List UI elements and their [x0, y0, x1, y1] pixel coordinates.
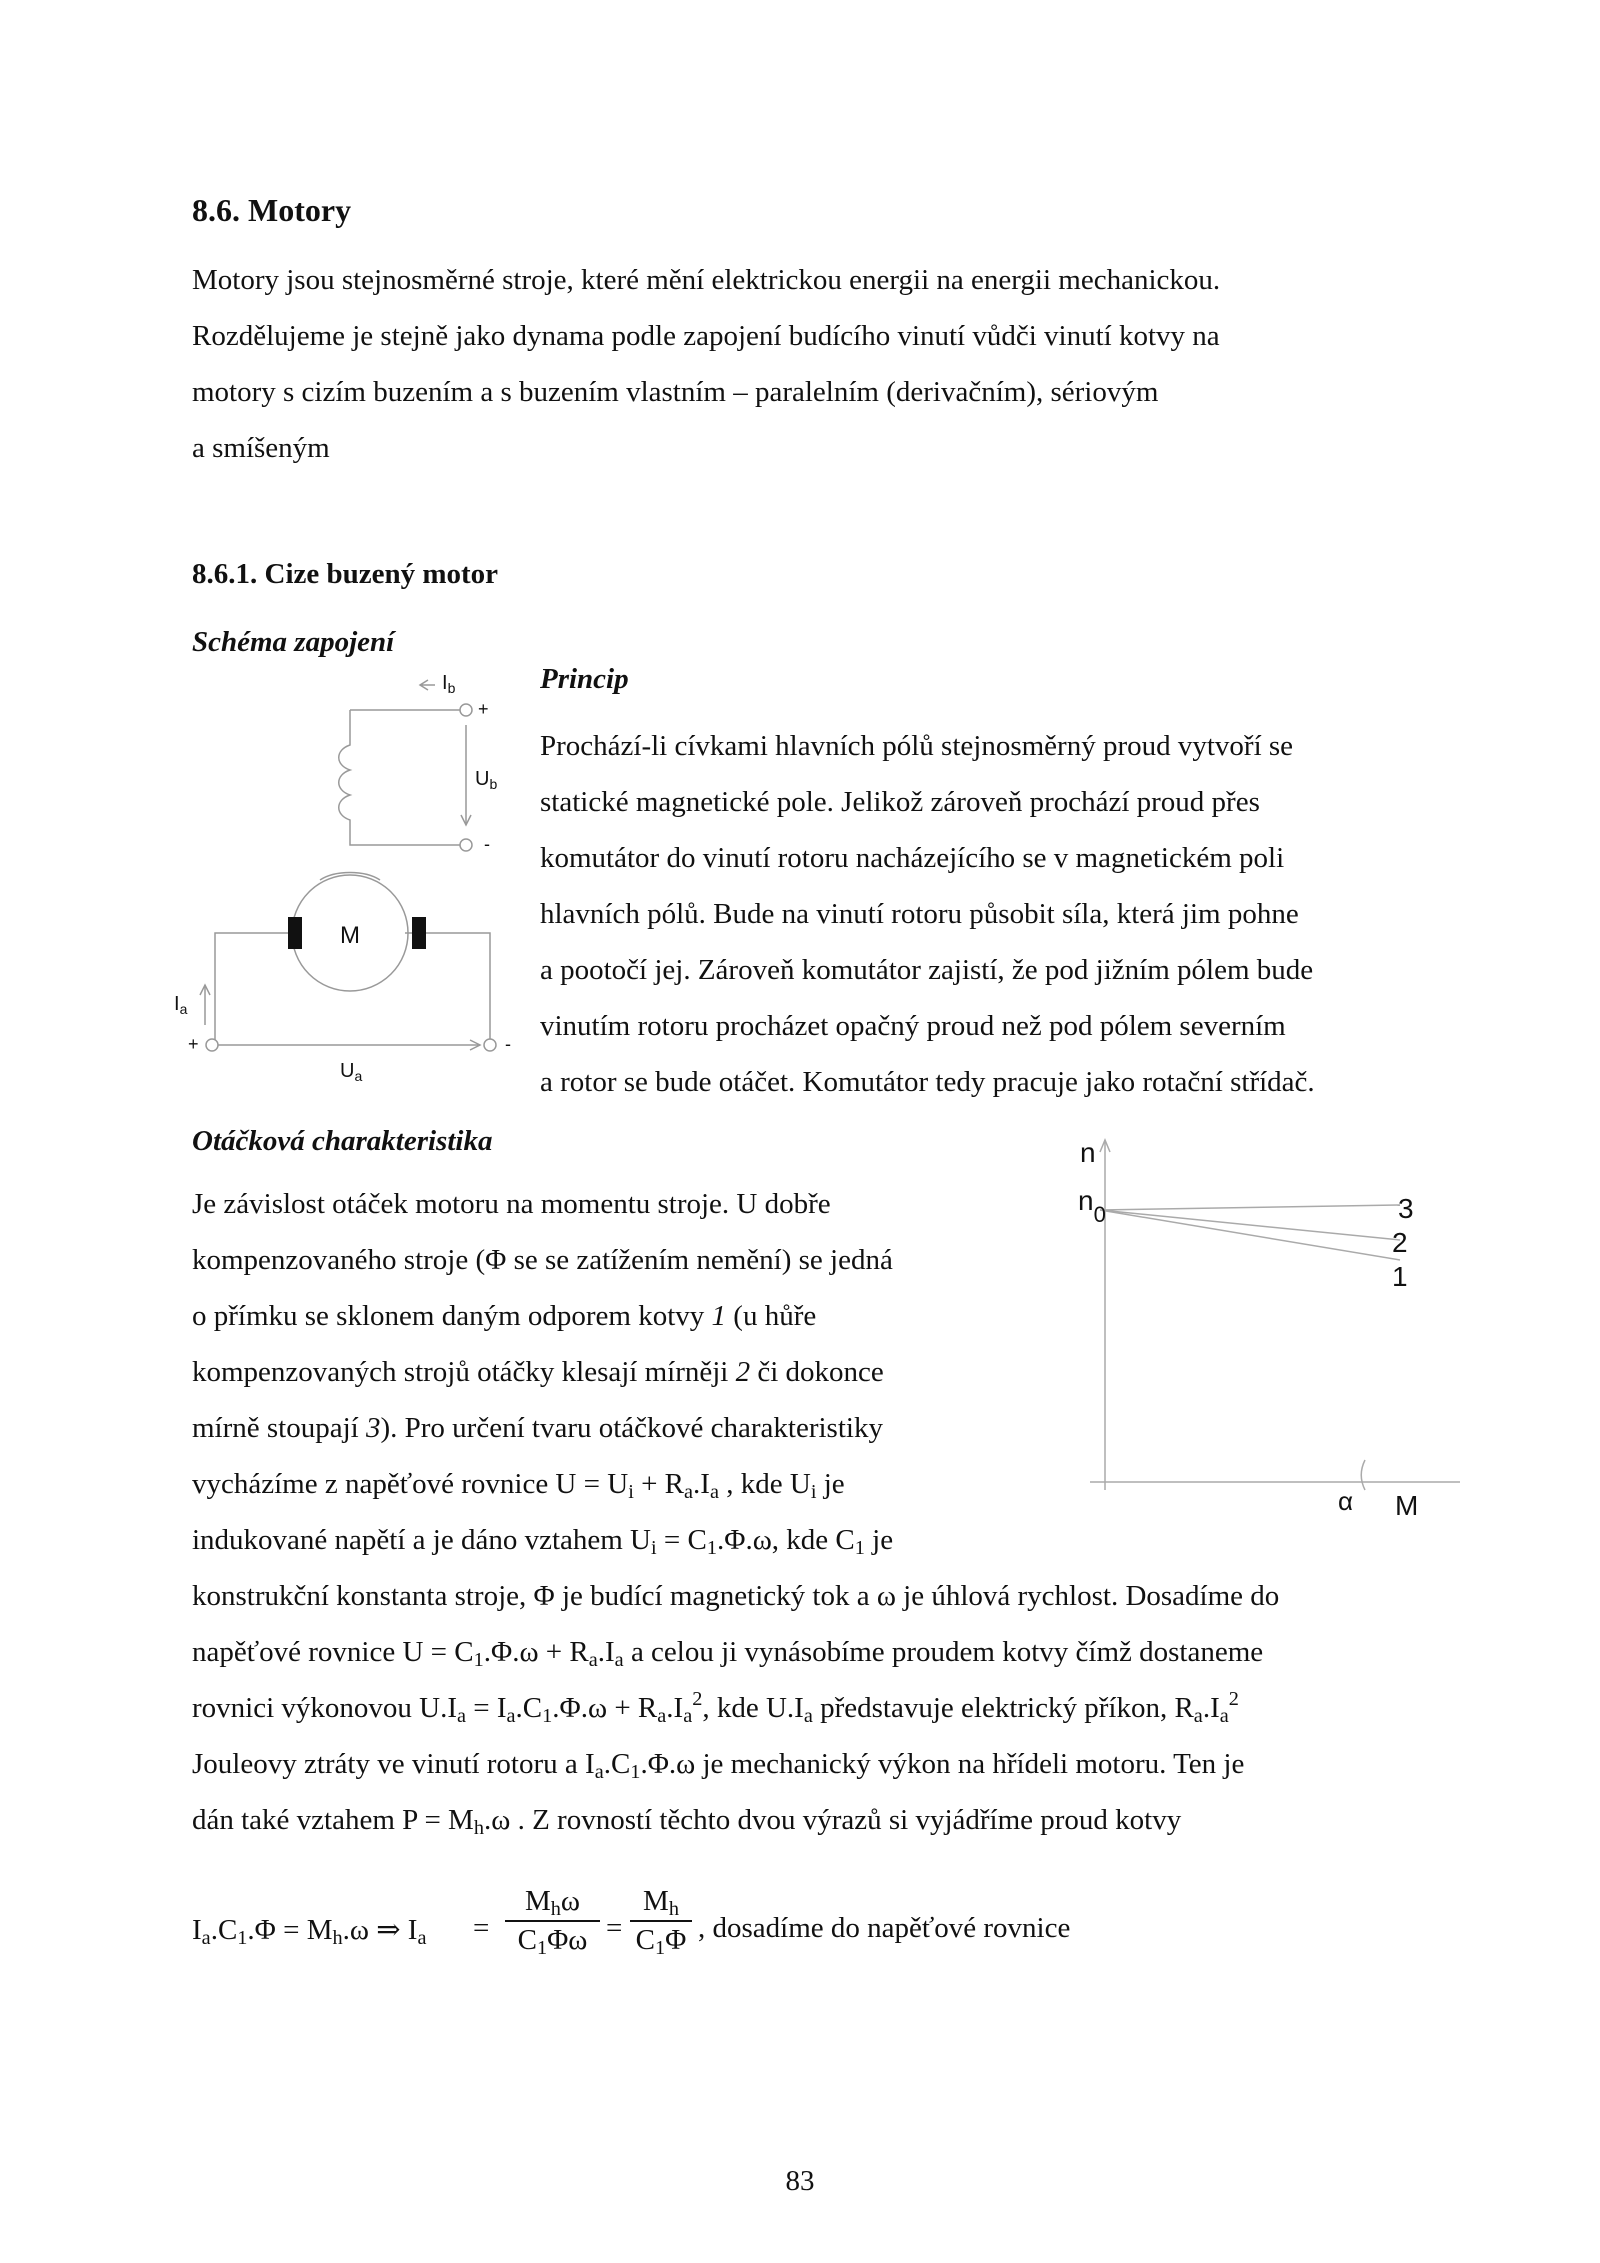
ub-label: $U_b$	[475, 768, 498, 792]
fraction-1-denominator: $C_1\Phi\omega$	[517, 1924, 588, 1960]
curve-1-label: 1	[1392, 1261, 1408, 1292]
equation-equals-1: =	[473, 1912, 490, 1944]
ib-label: $I_b$	[442, 672, 456, 696]
body-line: rovnici výkonovou $U.I_a = I_a.C_1.\Phi.\omega + R_a.I_a^2$, kde $U.I_a$ představuje elektrický příkon, $R_a.I_a^2$	[192, 1687, 1239, 1728]
circuit-diagram	[150, 665, 530, 1095]
brush-left	[288, 917, 302, 949]
plus-label-a: +	[188, 1034, 199, 1054]
intro-line: Rozdělujeme je stejně jako dynama podle zapojení budícího vinutí vůdči vinutí kotvy na	[192, 320, 1220, 352]
curve-3	[1100, 1205, 1400, 1210]
body-line: napěťové rovnice $U = C_1.\Phi.\omega + R_a.I_a$ a celou ji vynásobíme proudem kotvy čímž dostaneme	[192, 1636, 1264, 1672]
princip-line: komutátor do vinutí rotoru nacházejícího se v magnetickém poli	[540, 842, 1285, 874]
page-number: 83	[785, 2165, 815, 2197]
curve-2-label: 2	[1392, 1227, 1408, 1258]
x-axis-label: M	[1395, 1490, 1419, 1521]
char-line: indukované napětí a je dáno vztahem $U_i = C_1.\Phi.\omega$, kde $C_1$ je	[192, 1524, 894, 1560]
intro-line: a smíšeným	[192, 432, 330, 464]
princip-paragraph	[540, 718, 1315, 1110]
fraction-1-numerator: $M_h\omega$	[524, 1885, 581, 1921]
fraction-2-bar	[630, 1920, 692, 1922]
fraction-1-bar	[505, 1920, 600, 1922]
equation-lhs: $I_a.C_1.\Phi = M_h.\omega$ ⇒ $I_a$	[192, 1914, 427, 1950]
fraction-2	[630, 1885, 692, 1960]
terminal-a-minus	[484, 1039, 496, 1051]
princip-line: a rotor se bude otáčet. Komutátor tedy pracuje jako rotační střídač.	[540, 1066, 1315, 1098]
body-line: dán také vztahem $P = M_h.\omega$ . Z rovností těchto dvou výrazů si vyjádříme proud kotvy	[192, 1804, 1182, 1840]
fraction-1	[505, 1885, 600, 1960]
armature-left-wire	[215, 933, 295, 1040]
ib-arrow	[420, 680, 435, 690]
body-line: Jouleovy ztráty ve vinutí rotoru a $I_a.C_1.\Phi.\omega$ je mechanický výkon na hřídeli motoru. Ten je	[192, 1748, 1245, 1784]
intro-line: motory s cizím buzením a s buzením vlastním – paralelním (derivačním), sériovým	[192, 376, 1159, 408]
fraction-2-denominator: $C_1\Phi$	[635, 1924, 687, 1960]
fraction-2-numerator: $M_h$	[643, 1885, 679, 1921]
princip-line: statické magnetické pole. Jelikož zároveň prochází proud přes	[540, 786, 1260, 818]
plus-label: +	[478, 699, 489, 719]
ia-label: $I_a$	[174, 993, 188, 1017]
char-line: mírně stoupají 3). Pro určení tvaru otáčkové charakteristiky	[192, 1412, 883, 1444]
alpha-label: α	[1338, 1486, 1354, 1516]
princip-line: vinutím rotoru procházet opačný proud než pod pólem severním	[540, 1010, 1286, 1042]
char-line: vycházíme z napěťové rovnice $U = U_i + R_a.I_a$ , kde $U_i$ je	[192, 1468, 845, 1504]
equation-equals-2: =	[606, 1912, 623, 1944]
princip-line: a pootočí jej. Zároveň komutátor zajistí, že pod jižním pólem bude	[540, 954, 1314, 986]
char-line: kompenzovaného stroje (Φ se se zatížením nemění) se jedná	[192, 1244, 893, 1276]
motor-label: M	[340, 922, 360, 949]
princip-line: Prochází-li cívkami hlavních pólů stejnosměrný proud vytvoří se	[540, 730, 1294, 762]
minus-label-a: -	[505, 1034, 511, 1054]
princip-heading: Princip	[540, 663, 629, 695]
char-line: Je závislost otáček motoru na momentu stroje. U dobře	[192, 1188, 831, 1220]
minus-label: -	[484, 834, 490, 854]
n0-label: $n_0$	[1078, 1185, 1106, 1227]
char-heading: Otáčková charakteristika	[192, 1125, 493, 1157]
schema-heading: Schéma zapojení	[192, 626, 395, 658]
ua-label: $U_a$	[340, 1060, 363, 1084]
y-axis-label: n	[1080, 1137, 1096, 1168]
terminal-b-plus	[460, 704, 472, 716]
subsection-title: 8.6.1. Cize buzený motor	[192, 558, 499, 590]
alpha-arc	[1361, 1460, 1365, 1490]
speed-characteristic-graph	[1060, 1130, 1480, 1530]
char-line: o přímku se sklonem daným odporem kotvy 1 (u hůře	[192, 1300, 817, 1332]
section-title: 8.6. Motory	[192, 192, 352, 228]
field-coil	[339, 710, 460, 845]
body-line: konstrukční konstanta stroje, Φ je budící magnetický tok a ω je úhlová rychlost. Dosadíme do	[192, 1580, 1280, 1612]
curve-3-label: 3	[1398, 1193, 1414, 1224]
intro-paragraph	[192, 252, 1220, 476]
terminal-a-plus	[206, 1039, 218, 1051]
princip-line: hlavních pólů. Bude na vinutí rotoru působit síla, která jim pohne	[540, 898, 1299, 930]
intro-line: Motory jsou stejnosměrné stroje, které mění elektrickou energii na energii mechanickou.	[192, 264, 1221, 296]
brush-right	[412, 917, 426, 949]
char-line: kompenzovaných strojů otáčky klesají mírněji 2 či dokonce	[192, 1356, 884, 1388]
terminal-b-minus	[460, 839, 472, 851]
equation-tail: , dosadíme do napěťové rovnice	[698, 1912, 1071, 1944]
armature-right-wire	[405, 933, 490, 1040]
